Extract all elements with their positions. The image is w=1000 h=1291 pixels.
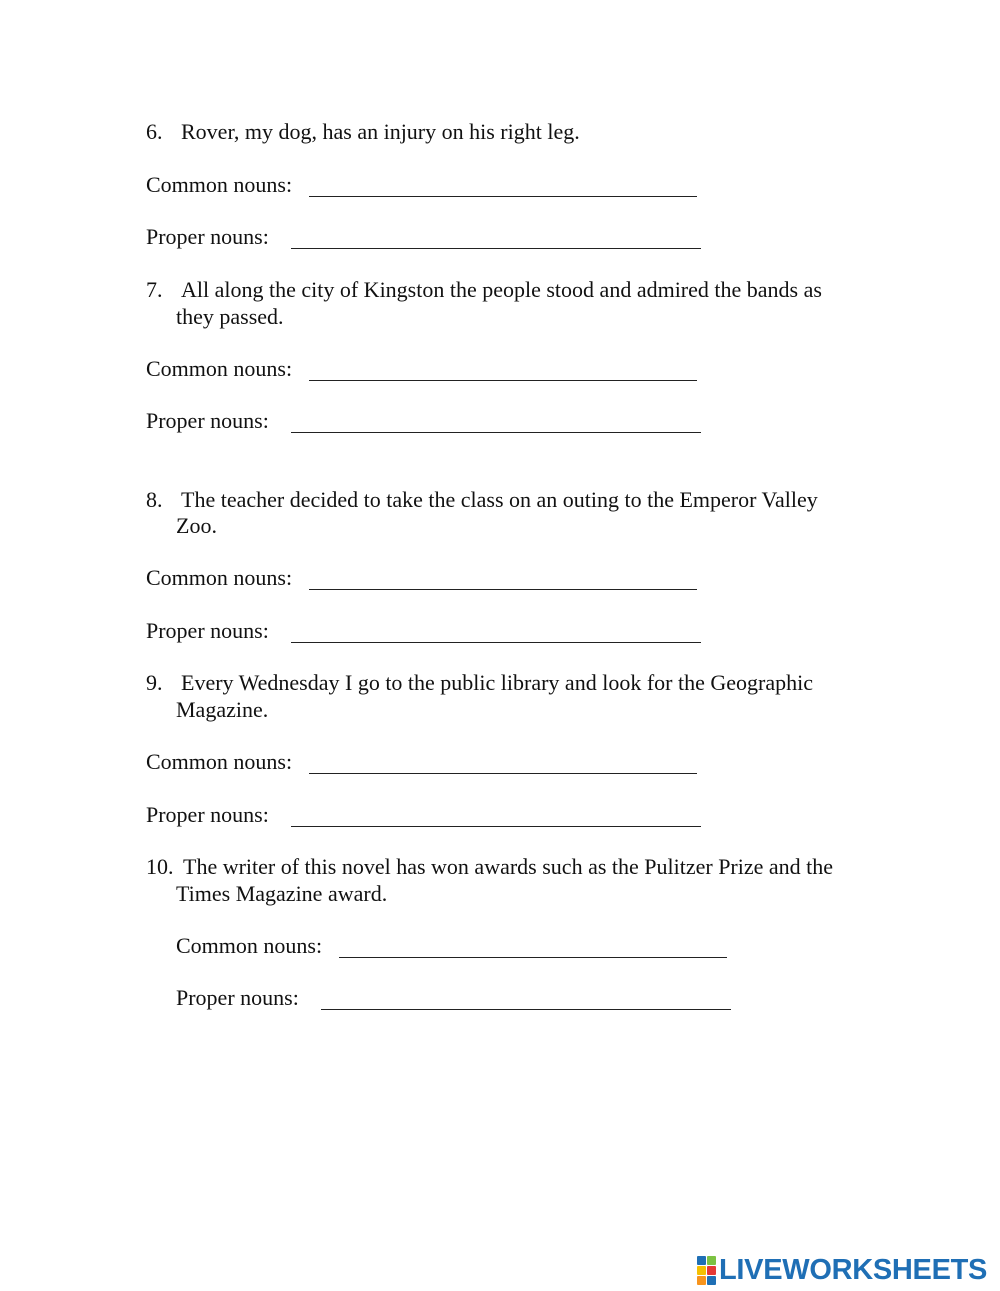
- question-10-proper-answer-line[interactable]: [321, 989, 731, 1010]
- question-9-proper-answer-line[interactable]: [291, 806, 701, 827]
- question-9-common-label: Common nouns:: [146, 749, 293, 774]
- question-8-text-line-2: Zoo.: [176, 513, 217, 538]
- question-7-text-line-1: All along the city of Kingston the people stood and admired the bands as: [181, 277, 822, 302]
- question-6-number: 6.: [146, 119, 163, 144]
- question-6-common-label: Common nouns:: [146, 172, 293, 197]
- question-8-common-answer-line[interactable]: [309, 569, 697, 590]
- question-9-text-line-1: Every Wednesday I go to the public library and look for the Geographic: [181, 670, 813, 695]
- question-7-common-label: Common nouns:: [146, 356, 293, 381]
- question-6-text: Rover, my dog, has an injury on his right leg.: [181, 119, 580, 144]
- question-10-number: 10.: [146, 854, 174, 879]
- question-10-proper-label: Proper nouns:: [176, 985, 299, 1010]
- question-6-proper-label: Proper nouns:: [146, 224, 269, 249]
- logo-cube-v: [697, 1266, 706, 1275]
- question-6-proper-answer-line[interactable]: [291, 228, 701, 249]
- logo-cubes-icon: [697, 1256, 716, 1285]
- question-10-text-line-2: Times Magazine award.: [176, 881, 388, 906]
- question-9-proper-label: Proper nouns:: [146, 802, 269, 827]
- logo-text: LIVEWORKSHEETS: [719, 1254, 988, 1286]
- question-7-number: 7.: [146, 277, 163, 302]
- question-10-text-line-1: The writer of this novel has won awards such as the Pulitzer Prize and the: [183, 854, 834, 879]
- logo-cube-e: [707, 1266, 716, 1275]
- question-6-common-answer-line[interactable]: [309, 176, 697, 197]
- question-8-proper-label: Proper nouns:: [146, 618, 269, 643]
- question-7-common-answer-line[interactable]: [309, 360, 697, 381]
- question-9-text-line-2: Magazine.: [176, 697, 269, 722]
- question-8-common-label: Common nouns:: [146, 565, 293, 590]
- question-7-proper-label: Proper nouns:: [146, 408, 269, 433]
- question-7-proper-answer-line[interactable]: [291, 412, 701, 433]
- question-8-text-line-1: The teacher decided to take the class on an outing to the Emperor Valley: [181, 487, 818, 512]
- question-9-common-answer-line[interactable]: [309, 753, 697, 774]
- question-7-text-line-2: they passed.: [176, 304, 284, 329]
- logo-cube-extra-1: [697, 1276, 706, 1285]
- liveworksheets-logo: [697, 1255, 987, 1285]
- question-8-proper-answer-line[interactable]: [291, 622, 701, 643]
- question-9-number: 9.: [146, 670, 163, 695]
- logo-cube-l: [697, 1256, 706, 1265]
- question-8-number: 8.: [146, 487, 163, 512]
- question-10-common-answer-line[interactable]: [339, 937, 727, 958]
- question-10-common-label: Common nouns:: [176, 933, 323, 958]
- logo-cube-extra-2: [707, 1276, 716, 1285]
- logo-cube-i: [707, 1256, 716, 1265]
